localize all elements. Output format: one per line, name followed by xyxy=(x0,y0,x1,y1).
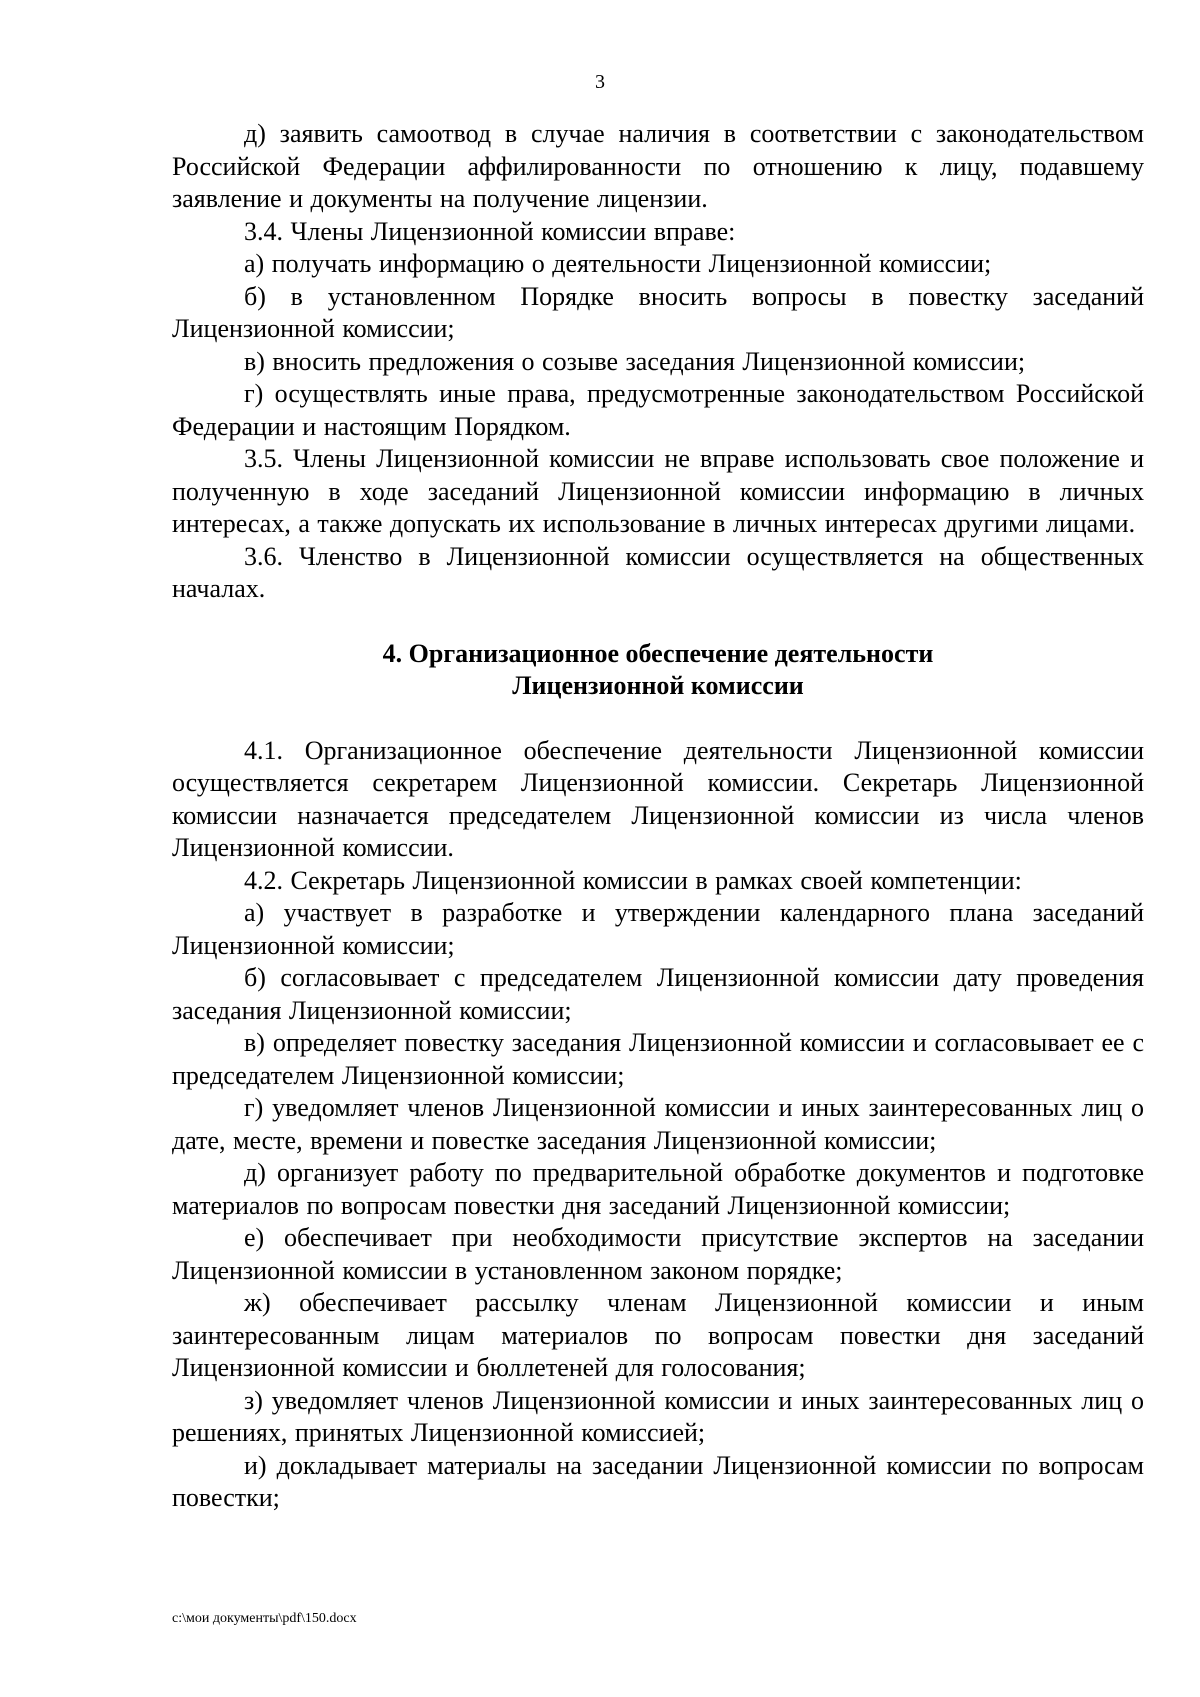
paragraph: 3.6. Членство в Лицензионной комиссии осуществляется на общественных началах. xyxy=(172,541,1144,603)
paragraph: г) уведомляет членов Лицензионной комиссии и иных заинтересованных лиц о дате, месте, времени и повестке заседания Лицензионной комиссии; xyxy=(172,1093,1144,1155)
paragraph: д) организует работу по предварительной обработке документов и подготовке материалов по вопросам повестки дня заседаний Лицензионной комиссии; xyxy=(172,1158,1144,1220)
paragraph: и) докладывает материалы на заседании Лицензионной комиссии по вопросам повестки; xyxy=(172,1450,1144,1512)
paragraph: б) согласовывает с председателем Лицензионной комиссии дату проведения заседания Лицензионной комиссии; xyxy=(172,963,1144,1025)
paragraph: 3.4. Члены Лицензионной комиссии вправе: xyxy=(244,216,736,246)
section-heading-line-1: 4. Организационное обеспечение деятельности xyxy=(382,638,934,668)
paragraph: 4.2. Секретарь Лицензионной комиссии в рамках своей компетенции: xyxy=(244,865,1022,895)
paragraph: г) осуществлять иные права, предусмотренные законодательством Российской Федерации и настоящим Порядком. xyxy=(172,379,1144,441)
paragraph: в) определяет повестку заседания Лицензионной комиссии и согласовывает ее с председателем Лицензионной комиссии; xyxy=(172,1028,1144,1090)
paragraph: з) уведомляет членов Лицензионной комиссии и иных заинтересованных лиц о решениях, принятых Лицензионной комиссией; xyxy=(172,1385,1144,1447)
paragraph: б) в установленном Порядке вносить вопросы в повестку заседаний Лицензионной комиссии; xyxy=(172,281,1144,343)
paragraph: в) вносить предложения о созыве заседания Лицензионной комиссии; xyxy=(244,346,1026,376)
section-heading-line-2: Лицензионной комиссии xyxy=(512,671,804,700)
section-3-continuation xyxy=(172,118,1144,606)
page-number: 3 xyxy=(595,71,605,93)
paragraph: а) получать информацию о деятельности Лицензионной комиссии; xyxy=(244,249,992,278)
paragraph: д) заявить самоотвод в случае наличия в соответствии с законодательством Российской Федерации аффилированности по отношению к лицу, подавшему заявление и документы на получение лицензии. xyxy=(172,119,1144,213)
paragraph: е) обеспечивает при необходимости присутствие экспертов на заседании Лицензионной комиссии в установленном законом порядке; xyxy=(172,1223,1144,1285)
paragraph: а) участвует в разработке и утверждении календарного плана заседаний Лицензионной комиссии; xyxy=(172,898,1144,960)
paragraph: 4.1. Организационное обеспечение деятельности Лицензионной комиссии осуществляется секретарем Лицензионной комиссии. Секретарь Лицензионной комиссии назначается председателем Лицензионной комиссии из числа членов Лицензионной комиссии. xyxy=(172,735,1144,862)
paragraph: 3.5. Члены Лицензионной комиссии не вправе использовать свое положение и полученную в ходе заседаний Лицензионной комиссии информацию в личных интересах, а также допускать их использование в личных интересах другими лицами. xyxy=(172,444,1144,538)
document-body xyxy=(172,118,1144,1515)
paragraph: ж) обеспечивает рассылку членам Лицензионной комиссии и иным заинтересованным лицам материалов по вопросам повестки дня заседаний Лицензионной комиссии и бюллетеней для голосования; xyxy=(172,1288,1144,1382)
section-4 xyxy=(172,735,1144,1515)
footer-file-path: c:\мои документы\pdf\150.docx xyxy=(172,1611,357,1626)
